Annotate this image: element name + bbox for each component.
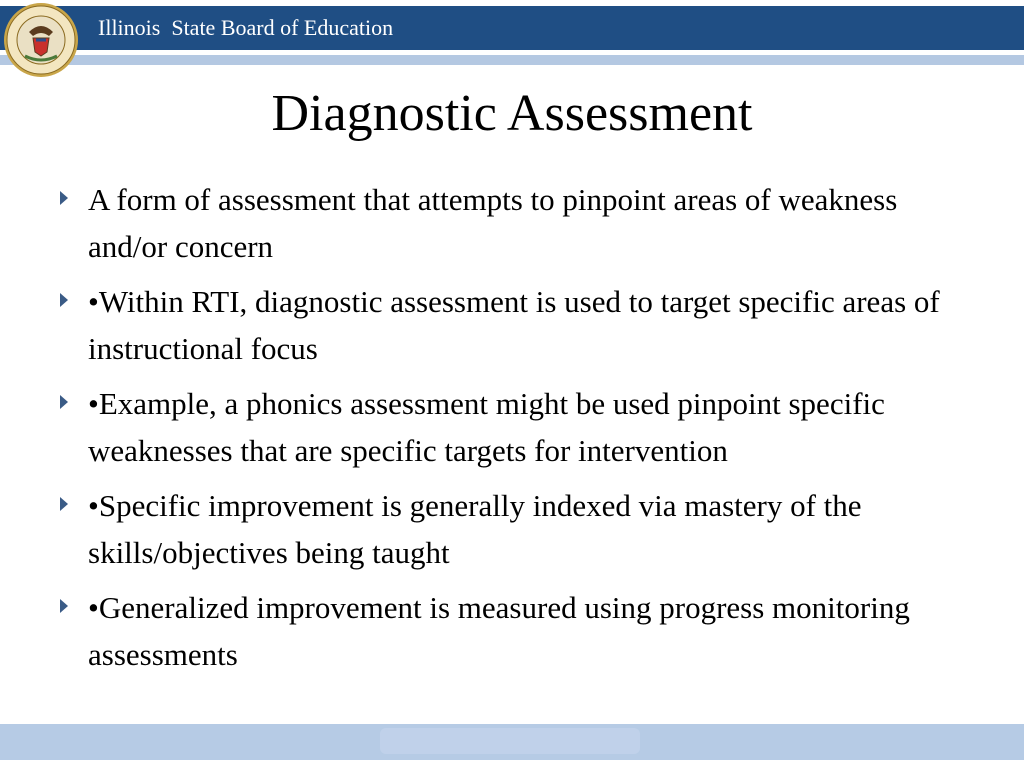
bullet-text: A form of assessment that attempts to pinpoint areas of weakness and/or concern [88,182,898,264]
bullet-text: •Generalized improvement is measured using progress monitoring assessments [88,590,910,672]
organization-name: Illinois State Board of Education [98,15,394,40]
bullet-text: •Specific improvement is generally indexed via mastery of the skills/objectives being taught [88,488,862,570]
slide-title: Diagnostic Assessment [271,85,753,142]
triangle-bullet-icon [60,395,68,409]
triangle-bullet-icon [60,191,68,205]
header-stripe [0,55,1024,65]
list-item [56,584,966,678]
bullet-text: •Within RTI, diagnostic assessment is used to target specific areas of instructional focus [88,284,940,366]
footer-bar [0,724,1024,760]
bullet-text: •Example, a phonics assessment might be used pinpoint specific weaknesses that are specific targets for intervention [88,386,885,468]
list-item [56,176,966,270]
triangle-bullet-icon [60,599,68,613]
triangle-bullet-icon [60,293,68,307]
footer-edge [0,760,1024,768]
list-item [56,482,966,576]
triangle-bullet-icon [60,497,68,511]
illinois-state-seal-icon [3,2,79,78]
list-item [56,380,966,474]
bullet-list [56,176,966,686]
list-item [56,278,966,372]
